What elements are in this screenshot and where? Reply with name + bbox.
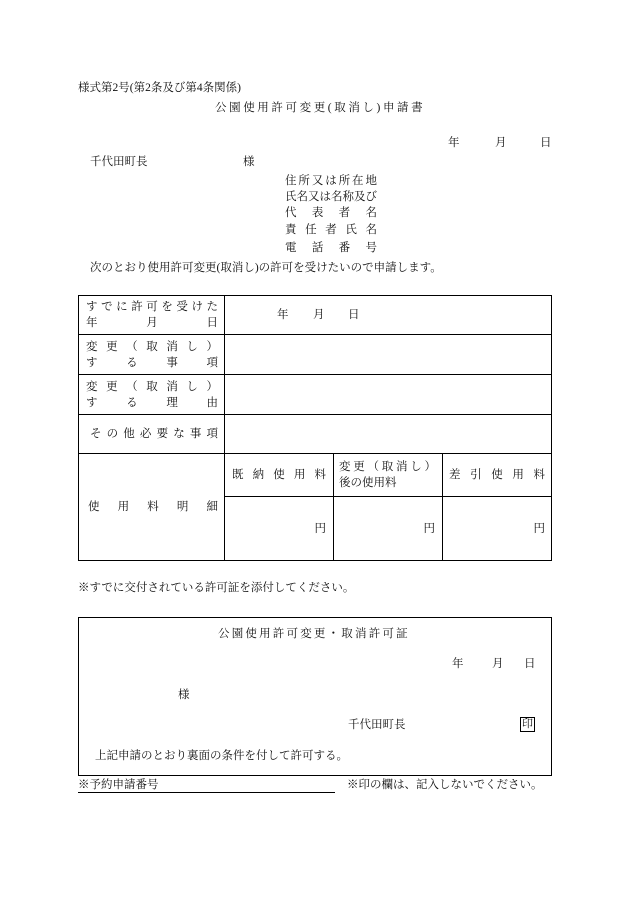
glyph: 名 bbox=[365, 224, 377, 236]
permit-issuer: 千代田町長 bbox=[348, 719, 406, 731]
granted-date-day-label: 日 bbox=[348, 309, 360, 321]
glyph: 者 bbox=[325, 224, 337, 236]
reservation-number-field[interactable] bbox=[78, 778, 335, 793]
fee-paid-header-label bbox=[232, 467, 326, 483]
addressee: 千代田町長 bbox=[90, 156, 148, 168]
glyph: 細 bbox=[206, 501, 218, 513]
other-items-label-cell bbox=[79, 415, 225, 454]
glyph: 更 bbox=[353, 461, 365, 473]
applicant-representative-label bbox=[285, 206, 377, 220]
fee-after-change-header-line1 bbox=[339, 459, 436, 475]
applicant-address-label bbox=[285, 174, 377, 188]
glyph: 氏 bbox=[285, 191, 297, 203]
change-reason-label-line2 bbox=[86, 395, 218, 411]
glyph: 電 bbox=[285, 242, 297, 254]
glyph: 所 bbox=[338, 175, 351, 187]
glyph: 称 bbox=[342, 191, 354, 203]
glyph: 取 bbox=[146, 340, 158, 353]
seal-mark: 印 bbox=[522, 718, 533, 730]
glyph: す bbox=[86, 301, 98, 313]
glyph: 変 bbox=[339, 461, 351, 473]
glyph: 必 bbox=[139, 428, 152, 440]
glyph: 使 bbox=[88, 501, 100, 513]
fee-paid-header bbox=[225, 454, 334, 497]
fee-difference-header bbox=[443, 454, 551, 497]
glyph: 許 bbox=[131, 301, 143, 313]
glyph: 責 bbox=[285, 224, 297, 236]
fee-difference-unit: 円 bbox=[533, 522, 545, 535]
permit-box bbox=[78, 617, 552, 776]
glyph: は bbox=[325, 175, 337, 187]
change-items-label-line2 bbox=[86, 355, 218, 371]
glyph: ） bbox=[206, 340, 218, 353]
glyph: し bbox=[410, 461, 422, 473]
glyph: 用 bbox=[293, 469, 306, 481]
reservation-number-label: ※予約申請番号 bbox=[78, 779, 159, 791]
glyph: （ bbox=[126, 340, 138, 353]
glyph: 及 bbox=[354, 191, 366, 203]
glyph: 要 bbox=[156, 428, 169, 440]
glyph: 名 bbox=[365, 207, 377, 219]
glyph: 用 bbox=[512, 469, 524, 481]
glyph: で bbox=[101, 301, 113, 313]
glyph: 消 bbox=[396, 461, 408, 473]
glyph: 使 bbox=[491, 469, 503, 481]
glyph: 料 bbox=[314, 469, 326, 481]
glyph: な bbox=[173, 428, 185, 440]
granted-date-month-label: 月 bbox=[313, 309, 325, 321]
glyph: 取 bbox=[146, 380, 158, 393]
glyph: 納 bbox=[252, 469, 265, 481]
change-items-label-cell bbox=[79, 335, 225, 375]
glyph: 住 bbox=[285, 175, 297, 187]
glyph: 理 bbox=[166, 396, 178, 409]
fee-detail-label-cell bbox=[79, 454, 225, 560]
glyph: の bbox=[106, 428, 119, 440]
change-items-field[interactable] bbox=[225, 335, 551, 375]
glyph: 消 bbox=[166, 340, 178, 353]
applicant-phone-label bbox=[285, 241, 377, 255]
glyph: た bbox=[206, 301, 218, 313]
permit-statement: 上記申請のとおり裏面の条件を付して許可する。 bbox=[95, 750, 348, 762]
glyph: る bbox=[126, 396, 138, 409]
fee-after-change-unit: 円 bbox=[423, 522, 435, 535]
granted-date-label-cell bbox=[79, 296, 225, 335]
glyph: 項 bbox=[206, 356, 218, 369]
glyph: ） bbox=[206, 380, 218, 393]
glyph: 在 bbox=[352, 175, 364, 187]
glyph: 事 bbox=[166, 356, 178, 369]
glyph: 地 bbox=[365, 175, 377, 187]
other-items-label bbox=[90, 426, 218, 442]
glyph: 受 bbox=[176, 301, 188, 313]
granted-date-year-label: 年 bbox=[277, 309, 289, 321]
glyph: 任 bbox=[305, 224, 317, 236]
glyph: 氏 bbox=[345, 224, 357, 236]
glyph: 変 bbox=[86, 380, 98, 393]
glyph: ） bbox=[424, 461, 436, 473]
permit-date-month-label: 月 bbox=[492, 658, 504, 670]
application-date-day-label: 日 bbox=[540, 137, 552, 149]
glyph: 既 bbox=[232, 469, 244, 481]
glyph: を bbox=[161, 301, 173, 313]
glyph: し bbox=[186, 340, 198, 353]
glyph: 可 bbox=[146, 301, 158, 313]
glyph: 所 bbox=[298, 175, 310, 187]
glyph: 番 bbox=[338, 242, 351, 254]
glyph: 又 bbox=[308, 191, 320, 203]
form-title: 公園使用許可変更(取消し)申請書 bbox=[215, 102, 426, 114]
glyph: そ bbox=[90, 428, 102, 440]
glyph: 号 bbox=[365, 242, 377, 254]
glyph: （ bbox=[367, 461, 379, 473]
glyph: 更 bbox=[106, 380, 118, 393]
glyph: 消 bbox=[166, 380, 178, 393]
fee-paid-field[interactable] bbox=[225, 497, 334, 560]
glyph: 他 bbox=[123, 428, 135, 440]
glyph: 使 bbox=[273, 469, 285, 481]
glyph: 代 bbox=[285, 207, 297, 219]
fee-difference-field[interactable] bbox=[443, 497, 551, 560]
permit-date-year-label: 年 bbox=[452, 658, 464, 670]
fee-paid-unit: 円 bbox=[314, 522, 326, 535]
glyph: 名 bbox=[296, 191, 308, 203]
fee-detail-label bbox=[88, 499, 218, 515]
granted-date-label-line2 bbox=[86, 315, 218, 331]
addressee-honorific: 様 bbox=[243, 156, 255, 168]
office-use-note: ※印の欄は、記入しないでください。 bbox=[347, 779, 543, 791]
fee-after-change-header-line2: 後の使用料 bbox=[339, 477, 397, 489]
glyph: 明 bbox=[176, 501, 189, 513]
fee-after-change-header bbox=[334, 454, 443, 497]
glyph: す bbox=[86, 396, 98, 409]
glyph: 年 bbox=[86, 317, 98, 329]
permit-title: 公園使用許可変更・取消許可証 bbox=[218, 628, 410, 640]
glyph: 料 bbox=[533, 469, 545, 481]
glyph: 項 bbox=[206, 428, 218, 440]
glyph: 月 bbox=[146, 317, 158, 329]
glyph: 事 bbox=[189, 428, 202, 440]
granted-date-label-line1 bbox=[86, 299, 218, 315]
intro-statement: 次のとおり使用許可変更(取消し)の許可を受けたいので申請します。 bbox=[90, 262, 442, 274]
application-date-year-label: 年 bbox=[448, 137, 460, 149]
change-reason-field[interactable] bbox=[225, 375, 551, 415]
glyph: 更 bbox=[106, 340, 118, 353]
change-reason-label-cell bbox=[79, 375, 225, 415]
fee-after-change-field[interactable] bbox=[334, 497, 443, 560]
glyph: 者 bbox=[338, 207, 351, 219]
change-reason-label-line1 bbox=[86, 379, 218, 395]
glyph: 又 bbox=[311, 175, 324, 187]
permit-date-day-label: 日 bbox=[524, 658, 536, 670]
attachment-note: ※すでに交付されている許可証を添付してください。 bbox=[78, 582, 355, 594]
application-table bbox=[78, 295, 552, 561]
glyph: し bbox=[186, 380, 198, 393]
fee-difference-header-label bbox=[449, 467, 545, 483]
other-items-field[interactable] bbox=[225, 415, 551, 454]
applicant-responsible-label bbox=[285, 223, 377, 237]
glyph: 名 bbox=[331, 191, 343, 203]
glyph: 日 bbox=[206, 317, 218, 329]
applicant-name-label bbox=[285, 190, 377, 204]
glyph: る bbox=[126, 356, 138, 369]
glyph: （ bbox=[126, 380, 138, 393]
glyph: け bbox=[191, 301, 203, 313]
glyph: は bbox=[319, 191, 331, 203]
glyph: す bbox=[86, 356, 98, 369]
form-number: 様式第2号(第2条及び第4条関係) bbox=[78, 82, 241, 94]
glyph: に bbox=[116, 301, 128, 313]
granted-date-field[interactable] bbox=[225, 296, 551, 335]
glyph: 取 bbox=[381, 461, 394, 473]
glyph: 表 bbox=[311, 207, 324, 219]
application-date-month-label: 月 bbox=[495, 137, 507, 149]
glyph: 引 bbox=[470, 469, 482, 481]
glyph: 変 bbox=[86, 340, 98, 353]
glyph: 話 bbox=[311, 242, 324, 254]
glyph: 用 bbox=[117, 501, 130, 513]
glyph: 料 bbox=[147, 501, 159, 513]
glyph: び bbox=[365, 191, 377, 203]
change-items-label-line1 bbox=[86, 339, 218, 355]
glyph: 由 bbox=[206, 396, 218, 409]
permit-honorific: 様 bbox=[178, 689, 190, 701]
glyph: 差 bbox=[449, 469, 461, 481]
